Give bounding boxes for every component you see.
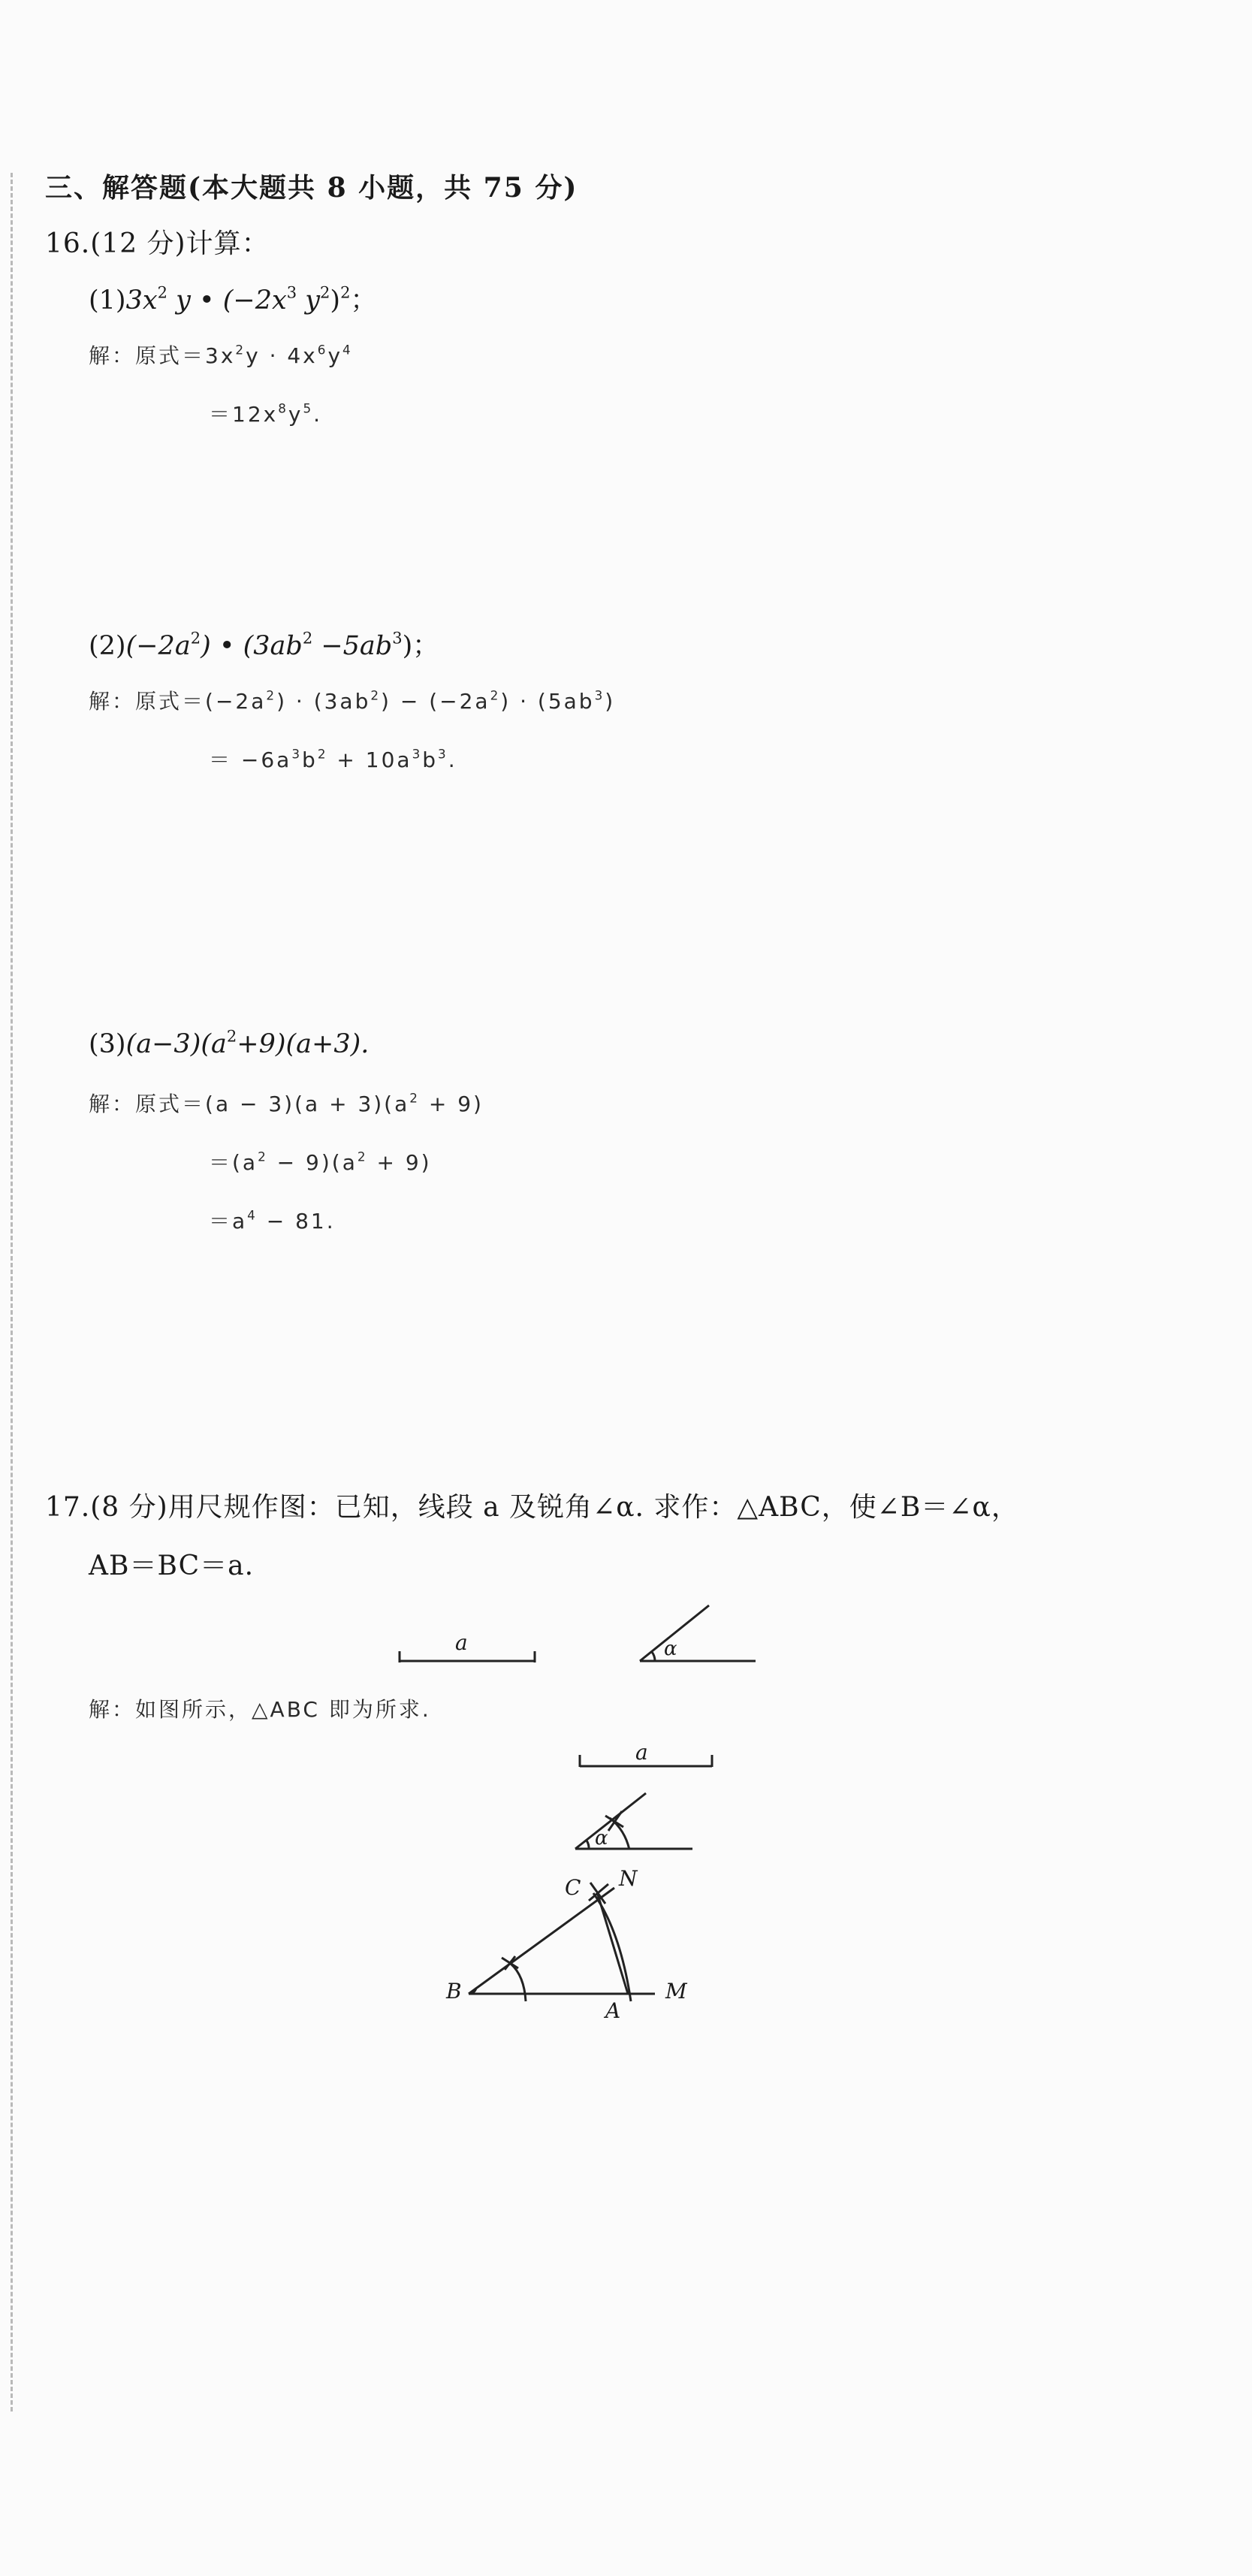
point-label-M: M (665, 1979, 687, 2004)
q16-part3-solution-line3: $=a^4 - 81$. (209, 1207, 336, 1234)
q16-part1-problem: $(1)3x^2$ y • ($-2x^3$ $y^2)^2$； (89, 283, 377, 316)
solution-label-a: a (635, 1740, 648, 1765)
q16-part3-solution-line2: $=(a^2 - 9)(a^2 + 9)$ (209, 1149, 432, 1175)
given-angle-arc (652, 1652, 655, 1661)
question-16-title: 16.(12 分)计算： (45, 228, 270, 259)
q16-part2-solution-line2: ＝ $-6a^3b^2 + 10a^3b^3$. (209, 746, 457, 772)
q16-part3-problem: $(3)(a-3)(a^2+9)(a+3)$. (89, 1027, 370, 1059)
point-label-C: C (565, 1875, 581, 1900)
question-17-line1: 17.(8 分)用尺规作图：已知，线段 a 及锐角∠α. 求作：△ABC，使∠B＝∠α， (45, 1492, 1019, 1523)
point-label-A: A (605, 1998, 621, 2023)
section-heading: 三、解答题(本大题共 8 小题，共 75 分) (45, 172, 578, 204)
solution-angle-small-arc (587, 1841, 589, 1849)
point-label-N: N (619, 1866, 638, 1891)
angle-B-arc (511, 1964, 526, 2001)
solution-angle-side-ray (575, 1793, 646, 1849)
question-17-line2: AB＝BC＝a. (89, 1551, 255, 1581)
q16-part3-solution-line1: 解：原式$=(a - 3)(a + 3)(a^2 + 9)$ (89, 1090, 484, 1116)
q16-part1-solution-line1: 解：原式$=3x^2y \cdot 4x^6y^4$ (89, 342, 353, 368)
label-a: a (455, 1630, 468, 1655)
q16-part1-solution-line2: $=12x^8y^5$. (209, 400, 323, 427)
ray-BN (469, 1888, 614, 1994)
q16-part2-solution-line1: 解：原式$=(-2a^2) \cdot (3ab^2) - (-2a^2) \cdot (5ab^3)$ (89, 687, 616, 714)
label-alpha: α (664, 1638, 677, 1660)
point-label-B: B (446, 1979, 462, 2004)
q16-part2-problem: $(2)(-2a^2)$ • $(3ab^2 -5ab^3)$； (89, 629, 439, 661)
q17-solution-text: 解：如图所示，△ABC 即为所求. (89, 1697, 431, 1722)
solution-label-alpha: α (595, 1827, 608, 1850)
